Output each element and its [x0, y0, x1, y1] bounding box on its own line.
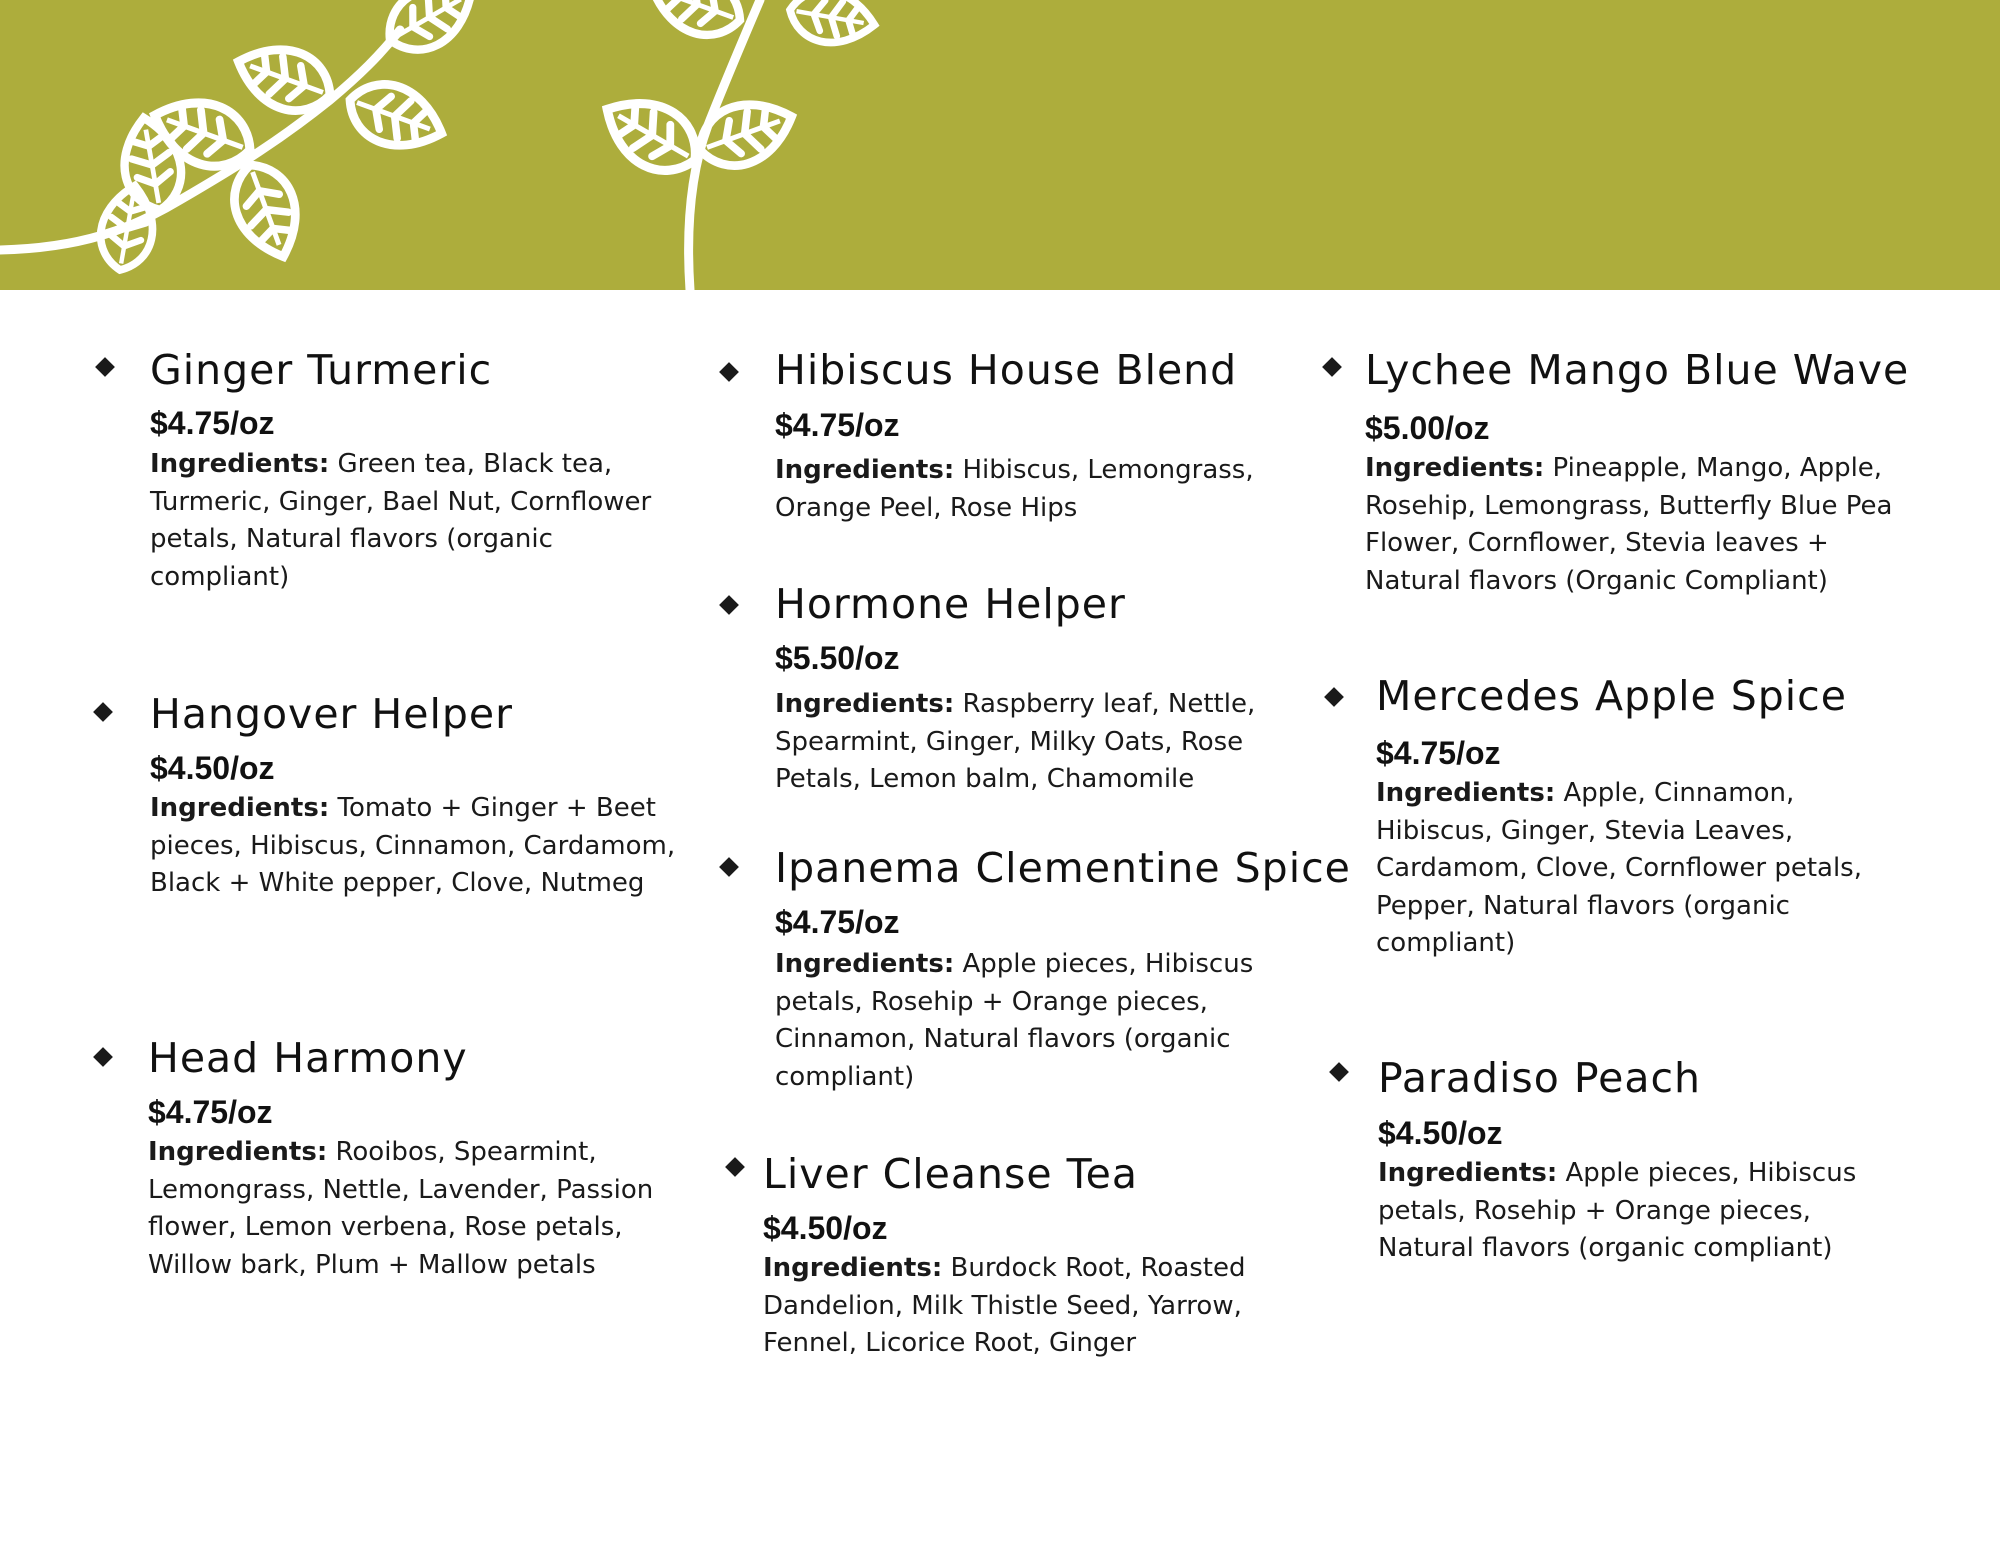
tea-name: Hibiscus House Blend [775, 346, 1238, 394]
ingredients-text: Burdock Root, Roasted Dandelion, Milk Thistle Seed, Yarrow, Fennel, Licorice Root, Ginger [763, 1253, 1246, 1358]
tea-name: Head Harmony [148, 1034, 468, 1082]
tea-name: Lychee Mango Blue Wave [1365, 346, 1910, 394]
ingredients-label: Ingredients: [763, 1253, 943, 1283]
diamond-bullet-icon [1329, 1062, 1349, 1082]
tea-price: $4.75/oz [148, 1094, 273, 1130]
diamond-bullet-icon [93, 1047, 113, 1067]
tea-ingredients [775, 452, 1295, 527]
ingredients-text: Hibiscus, Lemongrass, Orange Peel, Rose Hips [775, 455, 1254, 523]
ingredients-label: Ingredients: [775, 455, 955, 485]
ingredients-text: Apple, Cinnamon, Hibiscus, Ginger, Stevia Leaves, Cardamom, Clove, Cornflower petals, Pepper, Natural flavors (organic compliant) [1376, 778, 1862, 958]
tea-price: $5.50/oz [775, 640, 900, 676]
ingredients-text: Apple pieces, Hibiscus petals, Rosehip + Orange pieces, Cinnamon, Natural flavors (organic compliant) [775, 949, 1254, 1092]
ingredients-label: Ingredients: [775, 949, 955, 979]
diamond-bullet-icon [1324, 687, 1344, 707]
tea-ingredients [763, 1250, 1283, 1363]
diamond-bullet-icon [719, 362, 739, 382]
diamond-bullet-icon [725, 1157, 745, 1177]
tea-ingredients [150, 446, 690, 596]
tea-leaf-branches-illustration [0, 0, 2000, 290]
tea-ingredients [148, 1134, 688, 1284]
header-banner [0, 0, 2000, 290]
ingredients-text: Apple pieces, Hibiscus petals, Rosehip + Orange pieces, Natural flavors (organic compliant) [1378, 1158, 1857, 1263]
tea-ingredients [1378, 1155, 1898, 1268]
diamond-bullet-icon [93, 702, 113, 722]
tea-name: Hangover Helper [150, 690, 513, 738]
diamond-bullet-icon [719, 857, 739, 877]
tea-price: $4.50/oz [150, 750, 275, 786]
ingredients-text: Pineapple, Mango, Apple, Rosehip, Lemongrass, Butterfly Blue Pea Flower, Cornflower, Stevia leaves + Natural flavors (Organic Compliant) [1365, 453, 1893, 596]
diamond-bullet-icon [1322, 357, 1342, 377]
diamond-bullet-icon [95, 357, 115, 377]
tea-ingredients [1376, 775, 1911, 963]
ingredients-label: Ingredients: [775, 689, 955, 719]
tea-price: $4.75/oz [775, 407, 900, 443]
ingredients-label: Ingredients: [1376, 778, 1556, 808]
ingredients-label: Ingredients: [1378, 1158, 1558, 1188]
tea-name: Ipanema Clementine Spice [775, 844, 1351, 892]
tea-price: $4.75/oz [775, 904, 900, 940]
tea-name: Paradiso Peach [1378, 1054, 1702, 1102]
tea-price: $4.75/oz [150, 405, 275, 441]
tea-ingredients [150, 790, 690, 903]
tea-ingredients [775, 686, 1295, 799]
tea-price: $5.00/oz [1365, 410, 1490, 446]
tea-ingredients [1365, 450, 1910, 600]
tea-name: Mercedes Apple Spice [1376, 672, 1847, 720]
ingredients-text: Tomato + Ginger + Beet pieces, Hibiscus, Cinnamon, Cardamom, Black + White pepper, Clove, Nutmeg [150, 793, 676, 898]
tea-price: $4.75/oz [1376, 735, 1501, 771]
ingredients-label: Ingredients: [148, 1137, 328, 1167]
diamond-bullet-icon [719, 595, 739, 615]
ingredients-label: Ingredients: [1365, 453, 1545, 483]
ingredients-text: Rooibos, Spearmint, Lemongrass, Nettle, Lavender, Passion flower, Lemon verbena, Rose petals, Willow bark, Plum + Mallow petals [148, 1137, 654, 1280]
tea-price: $4.50/oz [1378, 1115, 1503, 1151]
ingredients-label: Ingredients: [150, 793, 330, 823]
ingredients-text: Raspberry leaf, Nettle, Spearmint, Ginger, Milky Oats, Rose Petals, Lemon balm, Chamomile [775, 689, 1256, 794]
ingredients-label: Ingredients: [150, 449, 330, 479]
tea-name: Ginger Turmeric [150, 346, 493, 394]
tea-name: Hormone Helper [775, 580, 1126, 628]
tea-price: $4.50/oz [763, 1210, 888, 1246]
tea-ingredients [775, 946, 1295, 1096]
tea-name: Liver Cleanse Tea [763, 1150, 1139, 1198]
ingredients-text: Green tea, Black tea, Turmeric, Ginger, Bael Nut, Cornflower petals, Natural flavors (organic compliant) [150, 449, 652, 592]
